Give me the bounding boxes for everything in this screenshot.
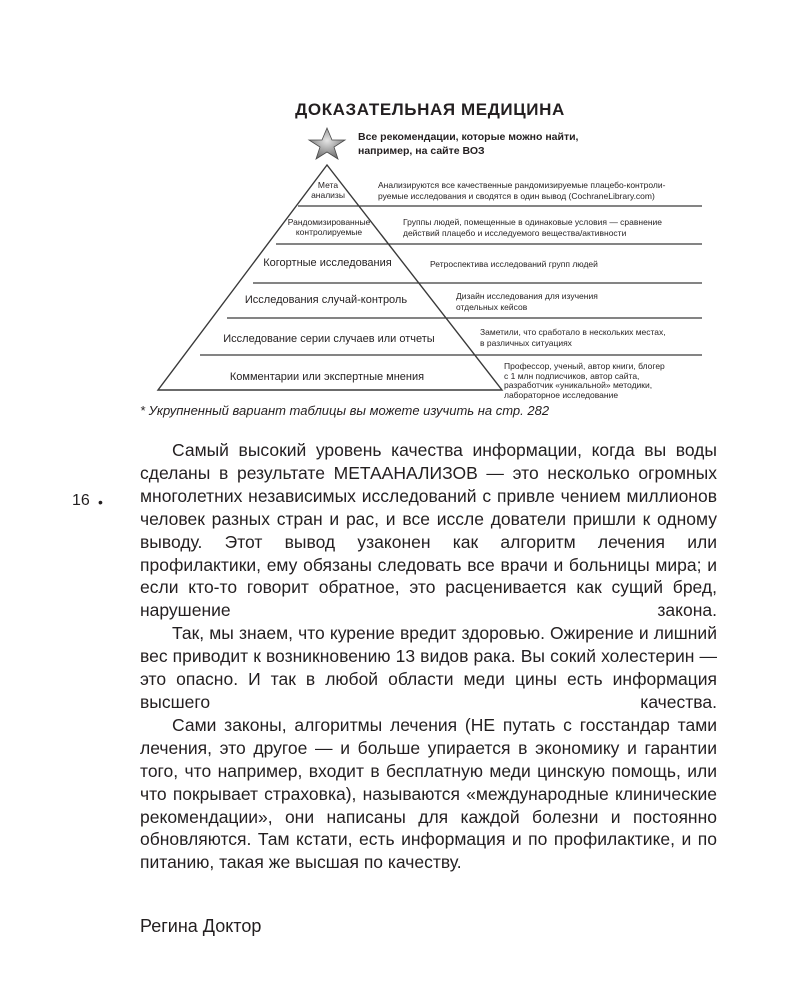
level-description-line: Ретроспектива исследований групп людей xyxy=(430,259,598,269)
footer-author: Регина Доктор xyxy=(140,916,262,936)
pyramid-level-label xyxy=(210,371,444,383)
paragraph xyxy=(140,714,717,874)
level-description-line: лабораторное исследование xyxy=(504,389,619,400)
page-number-bullet: • xyxy=(98,494,103,510)
text-line: высшая по качеству. xyxy=(295,852,462,873)
pyramid-level-label xyxy=(232,294,420,306)
star-icon xyxy=(309,128,345,159)
text-line: цины есть информация высшего качества. xyxy=(140,669,717,712)
pyramid-level-description xyxy=(403,217,662,239)
pyramid-level-description xyxy=(378,180,665,202)
text-line: это расценивается как сущий бред, нарушение закона. xyxy=(140,577,717,621)
level-label-line: Комментарии или экспертные мнения xyxy=(229,371,425,383)
level-description-line: Группы людей, помещенные в одинаковые условия — сравнение xyxy=(403,217,662,227)
text-line: тами лечения, это другое — и больше упирается в экономику xyxy=(140,714,717,758)
text-line: огромных многолетних независимых исследований с привле xyxy=(140,462,717,506)
pyramid-level-label xyxy=(276,217,382,237)
pyramid-level-label xyxy=(212,333,446,345)
text-line: дователи пришли к одному выводу. Этот вывод узаконен как xyxy=(140,508,717,552)
level-label-line: анализы xyxy=(311,190,345,200)
diagram-footnote: * Укрупненный вариант таблицы вы можете изучить на стр. 282 xyxy=(140,403,550,418)
text-line: для каждой болезни и постоянно обновляются. Там кстати, xyxy=(140,806,717,850)
pyramid-level-label xyxy=(296,180,360,200)
level-label-line: Рандомизированные xyxy=(287,217,371,227)
level-description-line: Дизайн исследования для изучения xyxy=(456,291,598,301)
text-line: Сами законы, алгоритмы лечения (НЕ путать с госстандар xyxy=(172,714,670,735)
text-line: цинскую помощь, или что покрывает страховка), называются xyxy=(140,760,717,804)
text-line: Так, мы знаем, что курение вредит здоровью. Ожирение xyxy=(172,623,634,644)
level-description-line: с 1 млн подписчиков, автор сайта, xyxy=(504,370,640,381)
text-line: «международные клинические рекомендации», они написаны xyxy=(140,783,717,827)
text-line: и лишний вес приводит к возникновению 13 видов рака. Вы xyxy=(140,623,717,667)
level-description-line: Профессор, ученый, автор книги, блогер xyxy=(504,361,665,371)
top-note-line: например, на сайте ВОЗ xyxy=(358,145,485,157)
pyramid-level-description xyxy=(480,327,666,349)
text-line: и гарантии того, что например, входит в бесплатную меди xyxy=(140,737,717,781)
level-description-line: разработчик «уникальной» методики, xyxy=(504,380,653,390)
pyramid-level-description xyxy=(504,362,665,400)
pyramid-level-description xyxy=(430,259,598,270)
text-line: все врачи и больницы мира; и если кто-то говорит обратное, xyxy=(140,554,717,598)
text-line: алгоритм лечения или профилактики, ему обязаны следовать xyxy=(140,531,717,575)
page-title: ДОКАЗАТЕЛЬНАЯ МЕДИЦИНА xyxy=(295,100,565,119)
page-number: 16 xyxy=(72,492,90,509)
text-line: чением миллионов человек разных стран и рас, и все иссле xyxy=(140,485,717,529)
paragraph xyxy=(140,439,717,622)
level-label-line: Исследования случай-контроль xyxy=(244,294,408,306)
text-line: сокий холестерин — это опасно. И так в любой области меди xyxy=(140,646,717,690)
text-line: Самый высокий уровень качества информации, когда вы xyxy=(172,440,667,460)
level-description-line: Заметили, что сработало в нескольких местах, xyxy=(480,327,666,337)
pyramid-level-label xyxy=(250,257,405,269)
text-line: есть информация и по профилактике, и по питанию, такая же xyxy=(140,829,717,873)
level-label-line: Когортные исследования xyxy=(263,257,392,269)
pyramid-level-description xyxy=(456,291,598,313)
level-label-line: контролируемые xyxy=(295,227,363,237)
level-description-line: Анализируются все качественные рандомизируемые плацебо-контроли- xyxy=(378,180,666,190)
text-line: воды сделаны в результате МЕТААНАЛИЗОВ — это несколько xyxy=(140,440,717,483)
level-description-line: в различных ситуациях xyxy=(480,338,572,348)
paragraph xyxy=(140,622,717,714)
top-note xyxy=(358,130,638,158)
body-text xyxy=(140,439,717,874)
top-note-line: Все рекомендации, которые можно найти, xyxy=(358,131,579,143)
level-description-line: действий плацебо и исследуемого вещества/активности xyxy=(403,228,627,238)
level-description-line: отдельных кейсов xyxy=(456,302,528,312)
level-description-line: руемые исследования и сводятся в один вывод (CochraneLibrary.com) xyxy=(378,191,655,201)
level-label-line: Исследование серии случаев или отчеты xyxy=(223,333,435,345)
level-label-line: Мета xyxy=(317,180,339,190)
